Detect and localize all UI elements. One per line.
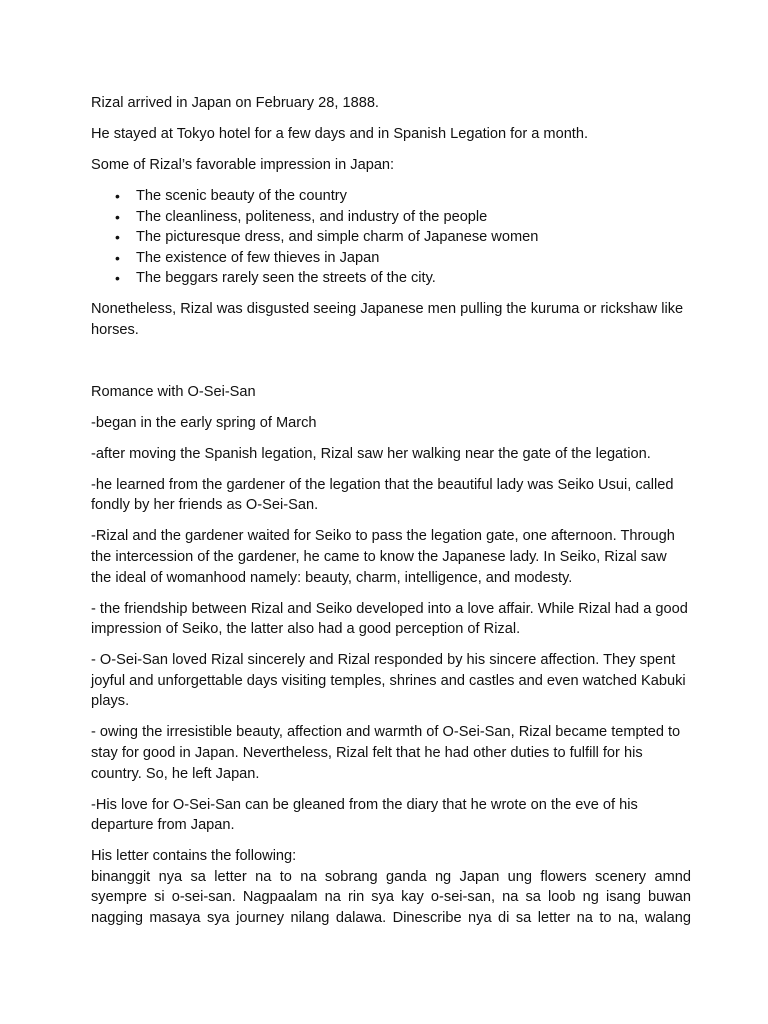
list-item-text: The existence of few thieves in Japan	[136, 249, 380, 266]
list-item	[91, 207, 691, 228]
romance-paragraph: -Rizal and the gardener waited for Seiko to pass the legation gate, one afternoon. Through the intercession of the gardener, he came to know the Japanese lady. In Seiko, Rizal saw the ideal of womanhood namely: beauty, charm, intelligence, and modesty.	[91, 528, 675, 586]
romance-paragraph: - O-Sei-San loved Rizal sincerely and Rizal responded by his sincere affection. They spent joyful and unforgettable days visiting temples, shrines and castles and even watched Kabuki plays.	[91, 652, 686, 710]
list-item-text: The picturesque dress, and simple charm of Japanese women	[136, 229, 539, 246]
letter-line: syempre si o-sei-san. Nagpaalam na rin sya kay o-sei-san, na sa loob ng isang buwan	[91, 889, 691, 906]
romance-paragraph: -began in the early spring of March	[91, 414, 317, 431]
letter-line: binanggit nya sa letter na to na sobrang ganda ng Japan ung flowers scenery amnd	[91, 868, 691, 885]
romance-paragraph: -His love for O-Sei-San can be gleaned from the diary that he wrote on the eve of his departure from Japan.	[91, 796, 638, 834]
impressions-list	[91, 186, 691, 289]
bullet-icon: •	[115, 270, 120, 287]
bullet-icon: •	[115, 208, 120, 225]
document-page	[91, 93, 691, 928]
list-item-text: The scenic beauty of the country	[136, 187, 347, 204]
section-heading-romance: Romance with O-Sei-San	[91, 383, 256, 400]
list-item	[91, 227, 691, 248]
romance-paragraph: -he learned from the gardener of the legation that the beautiful lady was Seiko Usui, called fondly by her friends as O-Sei-San.	[91, 476, 674, 514]
bullet-icon: •	[115, 249, 120, 266]
romance-paragraph: - the friendship between Rizal and Seiko developed into a love affair. While Rizal had a good impression of Seiko, the latter also had a good perception of Rizal.	[91, 600, 688, 638]
letter-line: nagging masaya sya journey nilang dalawa. Dinescribe nya di sa letter na to na, walang	[91, 909, 691, 926]
paragraph-impressions-intro: Some of Rizal’s favorable impression in Japan:	[91, 156, 395, 173]
list-item-text: The beggars rarely seen the streets of the city.	[136, 270, 436, 287]
list-item-text: The cleanliness, politeness, and industry of the people	[136, 208, 488, 225]
letter-heading: His letter contains the following:	[91, 848, 297, 865]
list-item	[91, 186, 691, 207]
section-spacer	[91, 351, 691, 382]
bullet-icon: •	[115, 229, 120, 246]
romance-paragraph: - owing the irresistible beauty, affection and warmth of O-Sei-San, Rizal became tempted to stay for good in Japan. Nevertheless, Rizal felt that he had other duties to fulfill for his country. So, he left Japan.	[91, 724, 681, 782]
list-item	[91, 268, 691, 289]
paragraph-stay: He stayed at Tokyo hotel for a few days and in Spanish Legation for a month.	[91, 125, 589, 142]
bullet-icon: •	[115, 187, 120, 204]
paragraph-rickshaw: Nonetheless, Rizal was disgusted seeing Japanese men pulling the kuruma or rickshaw like horses.	[91, 301, 684, 338]
list-item	[91, 248, 691, 269]
romance-paragraph: -after moving the Spanish legation, Rizal saw her walking near the gate of the legation.	[91, 445, 651, 462]
paragraph-arrival: Rizal arrived in Japan on February 28, 1888.	[91, 95, 379, 111]
